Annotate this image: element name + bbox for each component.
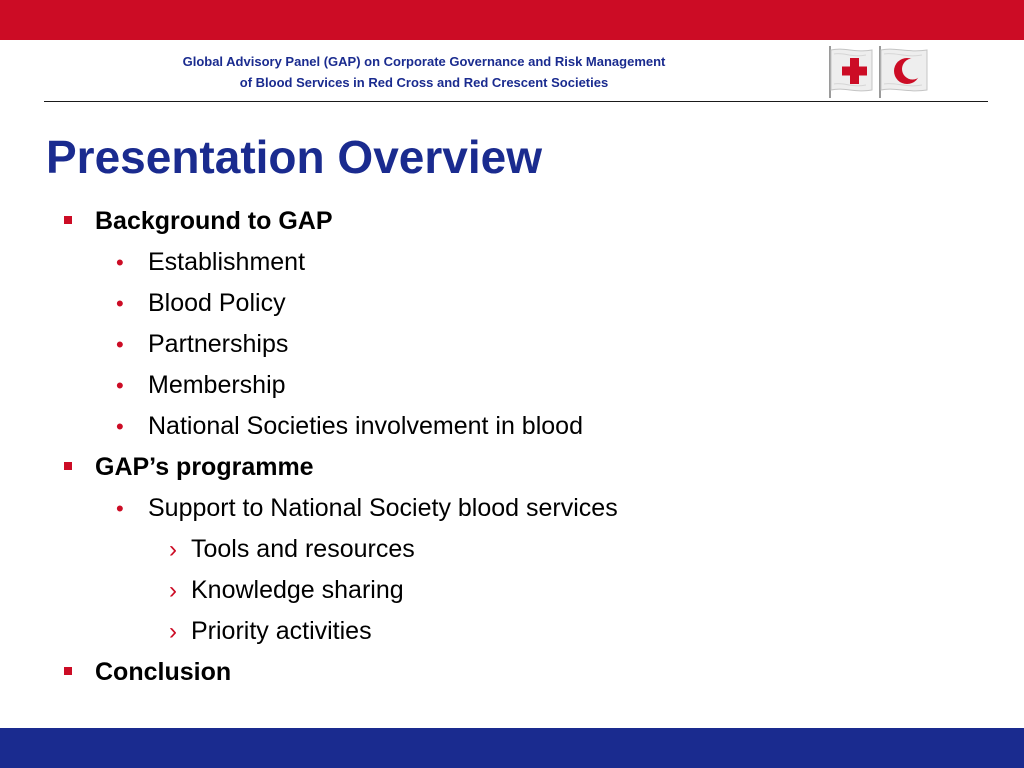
header-title [108,51,740,93]
list-item-level1 [0,447,1024,488]
item-text: Establishment [148,248,306,276]
outline-list [0,201,1024,693]
square-bullet-icon [64,447,72,488]
item-text: Membership [148,371,286,399]
item-text: Knowledge sharing [191,576,404,604]
list-item-level2 [0,406,1024,447]
top-red-bar [0,0,1024,40]
dot-bullet-icon: • [116,414,124,439]
chevron-right-icon: › [169,536,177,563]
list-item-level3 [0,570,1024,611]
item-text: National Societies involvement in blood [148,412,583,440]
header-line-1: Global Advisory Panel (GAP) on Corporate Governance and Risk Management [182,54,666,69]
list-item-level1 [0,201,1024,242]
square-bullet-icon [64,652,72,693]
list-item-level2 [0,324,1024,365]
red-cross-red-crescent-flags-logo [826,44,932,100]
item-text: Tools and resources [191,535,415,563]
list-item-level1 [0,652,1024,693]
item-text: Blood Policy [148,289,286,317]
item-text: Support to National Society blood services [148,494,618,522]
item-text: GAP’s programme [95,453,314,481]
item-text: Partnerships [148,330,289,358]
list-item-level2 [0,242,1024,283]
dot-bullet-icon: • [116,373,124,398]
dot-bullet-icon: • [116,496,124,521]
chevron-right-icon: › [169,618,177,645]
red-crescent-flag-icon [881,49,927,91]
dot-bullet-icon: • [116,332,124,357]
square-bullet-icon [64,201,72,242]
header-line-2: of Blood Services in Red Cross and Red Crescent Societies [239,75,609,90]
slide-title: Presentation Overview [46,131,542,183]
list-item-level2 [0,283,1024,324]
chevron-right-icon: › [169,577,177,604]
dot-bullet-icon: • [116,250,124,275]
dot-bullet-icon: • [116,291,124,316]
list-item-level3 [0,611,1024,652]
list-item-level3 [0,529,1024,570]
bottom-navy-bar [0,728,1024,768]
item-text: Background to GAP [95,207,333,235]
item-text: Priority activities [191,617,372,645]
list-item-level2 [0,488,1024,529]
list-item-level2 [0,365,1024,406]
header-divider [44,101,988,102]
item-text: Conclusion [95,658,232,686]
red-cross-flag-icon [831,49,872,91]
